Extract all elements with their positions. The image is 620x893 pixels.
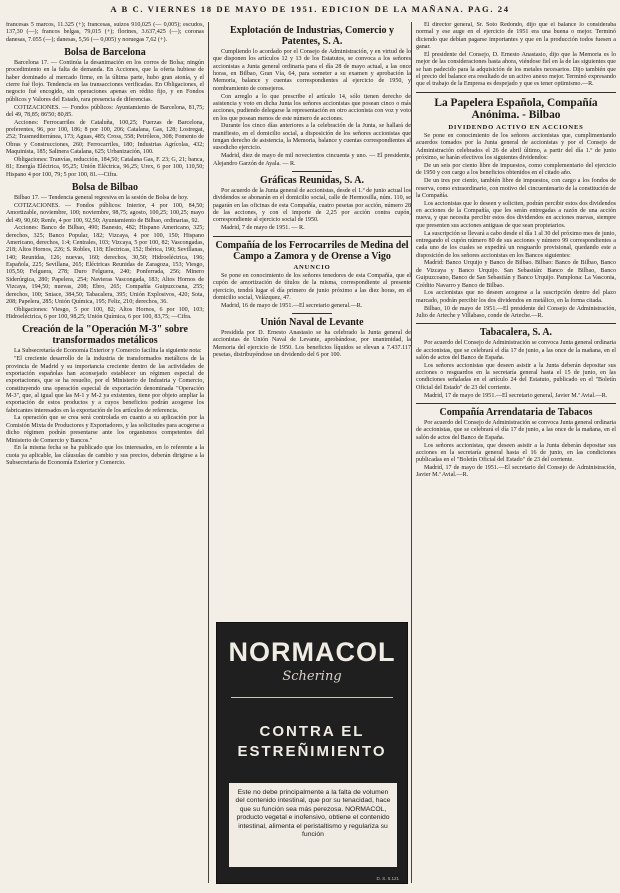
paragraph: El presidente del Consejo, D. Ernesto Anastasio, dijo que la Memoria es lo mejor de las consideraciones hasta ahora, viéndose fiel en la de las siguientes que se han padecido para la adquisición de los metales necesarios. Dijo también que el precio del balance era resultado de un activo anexo mejor. Terminó expresando que el trabajo de la Empresa es despejado y que es tener optimismo.—R. — [416, 51, 616, 88]
ad-footnote: D. S. 5.121 — [376, 876, 399, 881]
ad-text-box: Este no debe principalmente a la falta de volumen del contenido intestinal, que por su tenacidad, hace que su función sea más perezosa. NORMACOL, producto vegetal e inofensivo, obtiene el contenido intestinal, alimenta el peristaltismo y regulariza su función — [229, 783, 397, 867]
paragraph: "El creciente desarrollo de la industria de transformados metálicos de la provincia de Madrid y su importancia creciente dentro de las actividades de exportación españolas han aconsejado establecer un régimen especial de exportaciones, que se ha resuelto, por el Ministerio de Industria y Comercio, constituyendo una operación especial de exportación denominada "Operación M-3", que, al igual que las M-1 y M-2 ya existentes, tiene por objeto ampliar la exportación de estos productos y a cuyos beneficios podrán acogerse los fabricantes interesados en la exportación de los artículos de referencia. — [6, 356, 204, 414]
column-2 — [213, 22, 411, 617]
paragraph: Por acuerdo del Consejo de Administración se convoca Junta general ordinaria de accionistas, que se celebrará el día 17 de junio, a las once de la mañana, en el salón de actos del Banco de España. — [416, 419, 616, 441]
section-subtitle: ANUNCIO — [293, 263, 331, 271]
divider — [292, 171, 332, 172]
exchange-rates: francesas 5 marcos, 11.325 (+); francesas, suizos 910,025 (— 0,005); escudos, 137,30 (—); francos belgas, 79,015 (+); florines, 3.637,425 (—); coronas danesas, 7.055 (—); danesas, 5,56 (— 0,005) y noruegas 7,62 (+). — [6, 22, 204, 43]
paragraph: Madrid: Banco Urquijo y Banco de Bilbao. Bilbao: Banco de Bilbao, Banco de Vizcaya y Banco Urquijo. San Sebastián: Banco de Bilbao, Banco Guipuzcoano, Banco de San Sebastián y Banco Urquijo. Pamplona: La Vasconia, Crédito Navarro y Banco de Bilbao. — [416, 260, 616, 289]
section-title-ferrocarriles: Compañía de los Ferrocarriles de Medina del Campo a Zamora y de Orense a Vigo — [215, 239, 409, 262]
paragraph: De un tres por ciento, también libre de impuestos, con cargo a los fondos de reserva, como extraordinario, con motivo del cincuentenario de la constitución de la Compañía. — [416, 178, 616, 199]
divider — [416, 323, 616, 324]
section-title-tabacalera: Tabacalera, S. A. — [479, 327, 553, 339]
paragraph: Madrid, 7 de mayo de 1951. — R. — [221, 225, 305, 232]
paragraph: Acciones: Ferrocarriles de Cataluña, 100,25; Fuerzas de Barcelona, preferentes, 96, por 100, 186; 8 por 100, 206; Catalana, Gas, 128; Lostregat, 252; Trasmediterránea, 173; Aguas, 485; Cross, 558; Petróleos, 308; Fomento de Obras y Construcciones, 260; Ferrocarriles, 180; Industrias Agrícolas, 432; Maquinista, 185; Salinera Catalana, 625; Urbanización, 100. — [6, 119, 204, 156]
section-title-bolsa-barcelona: Bolsa de Barcelona — [64, 47, 146, 59]
divider — [416, 403, 616, 404]
paragraph: Madrid, diez de mayo de mil novecientos cincuenta y uno. — El presidente, Alejandro Garzón de Ayala. — R. — [213, 153, 411, 167]
section-title-graficas: Gráficas Reunidas, S. A. — [260, 175, 364, 186]
paragraph: Madrid, 16 de mayo de 1951.—El secretario general.—R. — [221, 302, 363, 309]
paragraph: Durante los cinco días anteriores a la celebración de la Junta, se hallará de manifiesto, en el domicilio social, a disposición de los señores accionistas que tengan derecho de asistencia, la Memoria, balance y cuentas correspondientes al susodicho ejercicio. — [213, 123, 411, 152]
column-rule — [208, 22, 209, 883]
ad-slogan-line-2: ESTREÑIMIENTO — [237, 743, 387, 760]
paragraph: Los accionistas que lo deseen y soliciten, podrán percibir estos dos dividendos en acciones de la Compañía, que les serán entregadas a razón de una acción nueva, y que necesita percibir estos dos dividendos en acciones nuevas, siempre que presenten sus acciones antiguas de que sean propietarios. — [416, 200, 616, 229]
paragraph: La suscripción se llevará a cabo desde el día 1 al 30 del próximo mes de junio, entregando el cupón número 80 de sus acciones y número 99 correspondientes a cada uno de los cuales se expedirá un resguardo provisional, quedando este a disposición de los señores accionistas en los Bancos siguientes: — [416, 230, 616, 259]
section-title-union-naval: Unión Naval de Levante — [260, 317, 364, 329]
divider — [292, 313, 332, 314]
page-header: A B C. VIERNES 18 DE MAYO DE 1951. EDICION DE LA MAÑANA. PAG. 24 — [110, 4, 510, 14]
paragraph: Se pone en conocimiento de los señores tenedores de esta Compañía, que el cupón de amortización de títulos de la misma, correspondiente al presente ejercicio, tendrá lugar el día primero de junio próximo a las diez horas, en el domicilio social, Velázquez, 47. — [213, 272, 411, 301]
paragraph: De un seis por ciento libre de impuestos, como complementario del ejercicio de 1950 y con cargo a los beneficios obtenidos en el citado año. — [416, 163, 616, 177]
paragraph: Presidida por D. Ernesto Anastasio se ha celebrado la Junta general de accionistas de Unión Naval de Levante, aprobándose, por unanimidad, la Memoria del ejercicio de 1950. Los beneficios líquidos se elevan a 7.437.117 pesetas, distribuyéndose un dividendo del 6 por 100. — [213, 330, 411, 359]
section-title-bolsa-bilbao: Bolsa de Bilbao — [71, 182, 139, 194]
ad-brand: NORMACOL — [228, 637, 396, 667]
paragraph: Con arreglo a lo que prescribe el artículo 14, sólo tienen derecho de asistencia y voto en dicha Junta los señores accionistas que posean cinco o más acciones, pudiendo delegarse la representación en otro accionista con voz y voto en los que posean menos de este número de acciones. — [213, 93, 411, 122]
paragraph: Los señores accionistas que deseen asistir a la Junta deberán depositar sus acciones o resguardos en la secretaría general hasta el 15 de junio, en las condiciones señaladas en el artículo 24 del Estatuto, publicado en el "Boletín Oficial del Estado" de 23 del corriente. — [416, 362, 616, 391]
column-3 — [416, 22, 616, 885]
section-title-explotacion: Explotación de Industrias, Comercio y Patentes, S. A. — [230, 25, 394, 47]
paragraph: Por acuerdo del Consejo de Administración se convoca Junta general ordinaria de accionistas, que se celebrará el día 17 de junio, a las once de la mañana, en el salón de actos del Banco de España. — [416, 340, 616, 361]
section-subtitle: DIVIDENDO ACTIVO EN ACCIONES — [448, 123, 584, 131]
ad-script-logo: Schering — [282, 669, 342, 684]
paragraph: Barcelona 17. — Continúa la desanimación en los corros de Bolsa; ningún procedimiento en la falta de demanda. En Acciones, que la oferta hubiese de haber dominado al mercado firme, en la última parte, hubo gran atonía, y el cierre fué flojo. Tendencia en las transacciones verificadas. En Obligaciones, el negocio fué encogido, sin operaciones apenas en rédito fijo, y en Fondos públicos y Valores del Estado, rara presencia de diferencias. — [6, 60, 204, 103]
ad-slogan-line-1: CONTRA EL — [259, 723, 365, 740]
section-title-papelera: La Papelera Española, Compañía Anónima. - Bilbao — [434, 96, 598, 122]
normacol-advertisement — [216, 622, 408, 884]
paragraph: El director general, Sr. Soto Redondo, dijo que el balance lo consideraba normal y ese auge en el ejercicio de 1951 era una buena o mejor. Terminó diciendo que debían pagarse importantes y que en la producción todos fuesen a ganar. — [416, 22, 616, 51]
paragraph: Los señores accionistas, que deseen asistir a la Junta deberán depositar sus acciones en la secretaría general hasta el 16 de junio, en las condiciones publicadas en el "Boletín Oficial del Estado" de 23 del corriente. — [416, 442, 616, 464]
divider — [416, 92, 616, 93]
paragraph: Por acuerdo de la Junta general de accionistas, desde el 1.º de junio actual los dividendos se abonarán en el domicilio social, calle de Hermosilla, núm. 110, se pagarán en las oficinas de esta Compañía, cuatro pesetas por acción, número 28 de las acciones, y con el importe de 2,25 por acción contra cupón, correspondiente al ejercicio social de 1950. — [213, 188, 411, 224]
paragraph: COTIZACIONES. — Fondos públicos: Ayuntamiento de Barcelona, 81,75; del 49, 78,85; 86'50; 80,85. — [6, 104, 204, 118]
column-1 — [6, 22, 204, 885]
paragraph: Se pone en conocimiento de los señores accionistas que, cumplimentando acuerdos tomados por la Junta general de accionistas y por el Consejo de Administración celebrados el 26 de abril último, a partir del día 1.º de junio próximo, se harán efectivos los siguientes dividendos: — [416, 133, 616, 162]
paragraph: Madrid, 17 de mayo de 1951.—El secretario del Consejo de Administración, Javier M.ª Avial.—R. — [416, 465, 616, 479]
paragraph: Los accionistas que no deseen acogerse a la suscripción dentro del plazo marcado, podrán percibir los dos dividendos en metálico, en la forma citada. — [416, 290, 616, 304]
ad-divider — [231, 697, 393, 698]
section-title-arrendataria: Compañía Arrendataria de Tabacos — [439, 406, 593, 418]
divider — [213, 236, 411, 237]
paragraph: COTIZACIONES. — Fondos públicos: Interior, 4 por 100, 84,50; Amortizable, noviembre, 100; noviembre, 98,75; agosto, 100,25; 100,25; mayo del 49, 90,60; Renfe, 4 por 100, 92,50; Ayuntamiento de Bilbao, ordinarias, 92. — [6, 202, 204, 224]
paragraph: Obligaciones: Viesgo, 5 por 100, 82; Altos Hornos, 6 por 100, 103; Hidroeléctrica, 6 por 100, 98,25; Unión Química, 6 por 100, 83,75; —Cifra. — [6, 306, 204, 321]
paragraph: Cumpliendo lo acordado por el Consejo de Administración, y en virtud de lo que disponen los artículos 12 y 13 de los Estatutos, se convoca a los señores accionistas a Junta general ordinaria para el día 28 de mayo actual, a las once horas, en Bilbao, Gran Vía, 64, para someter a su examen y aprobación la Memoria, balance y cuentas correspondientes al ejercicio de 1950, y nombramiento de consejeros. — [213, 49, 411, 92]
paragraph: Bilbao, 10 de mayo de 1951.—El presidente del Consejo de Administración, Julio de Arteche y Villabaso, conde de Arteche.—R. — [416, 305, 616, 319]
paragraph: Madrid, 17 de mayo de 1951.—El secretario general, Javier M.ª Avial.—R. — [424, 392, 608, 399]
column-rule — [411, 22, 412, 883]
paragraph: La Subsecretaría de Economía Exterior y Comercio facilita la siguiente nota: — [14, 348, 202, 355]
paragraph: Obligaciones: Tranvías, reducción, 184,50; Catalana Gas, F. 23; G, 21; banca, 81; Energía Eléctrica, 95,25; Unión Eléctrica, 96,25; Urex, 6 por 100, 110,50; Hispano 4 por 100, 79; 5 por 100, 81.—Cifra. — [6, 157, 204, 178]
paragraph: La operación que se crea será controlada en cuanto a su aplicación por la Comisión Mixta de Productores y Exportadores, y las solicitudes para acogerse a dicho régimen podrán presentarse ante los organismos competentes del Ministerio de Comercio y Bancos." — [6, 415, 204, 444]
paragraph: En la misma fecha se ha publicado que los interesados, en lo referente a la cuota ya aplicable, las cláusulas de cambio y sus precios, deberán dirigirse a la Subsecretaría de Economía Exterior y Comercio. — [6, 445, 204, 467]
paragraph: Acciones: Banco de Bilbao, 490; Banesto, 482; Hispano Americano, 325; derechos, 325; Banco Popular, 182; Vizcaya, 4 por 100, 150; Hispano Americano, derechos, 1:4; Centrales, 103; Vizcaya, 5 por 100, 82; Vascongadas, 218; Altos Hornos, 226; S. Robles, 118; Electricas, 152; Ibérica, 190; Sevillanas, 140; Reunidas, 126; nuevas, 160; derechos, 30,50; Hidroeléctrica, 196; Española, 225; Sevillana, 265; Eléctricas Reunidas de Zaragoza, 153; Viesgo, 105,50; Felguera, 278; Duro Felguera, 240; Ponferrada, 256; Minero Siderúrgica, 280; Papelera, 254; Navieras Vascongada, 183; Altos Hornos de Vizcaya, 194,50; nuevas, 208; Ebro, 265; Compañía Guipuzcoana, 255; derechos, 100; Sniace, 384,50; Tabacalera, 395; Unión Explosivos, 420; Sota, 208; Papelera, 285; Unión Química, 195; Feliz, 210; derechos, 36. — [6, 225, 204, 305]
paragraph: Bilbao 17. — Tendencia general regresiva en la sesión de Bolsa de hoy. — [14, 195, 189, 202]
section-title-operacion-m3: Creación de la "Operación M-3" sobre transformados metálicos — [22, 324, 188, 347]
